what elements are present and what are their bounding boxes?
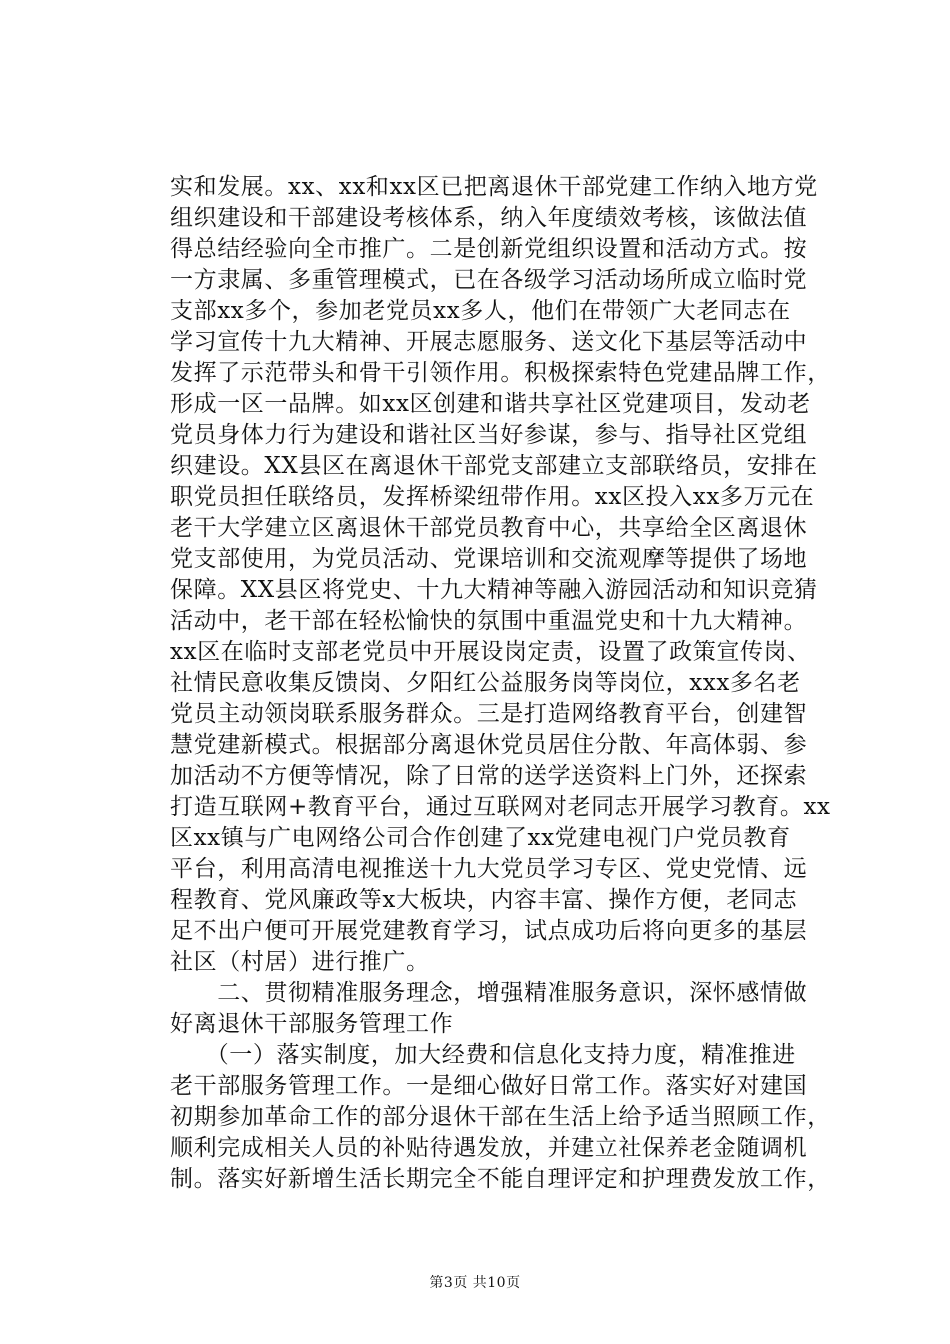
text-line: 制。落实好新增生活长期完全不能自理评定和护理费发放工作， [170,1166,831,1192]
text-line: 初期参加革命工作的部分退休干部在生活上给予适当照顾工作， [170,1104,831,1130]
text-line: 活动中，老干部在轻松愉快的氛围中重温党史和十九大精神。 [170,608,808,634]
page-number-footer: 第3页 共10页 [429,1275,521,1291]
text-line: 党员身体力行为建设和谐社区当好参谋，参与、指导社区党组 [170,422,808,448]
text-line: 慧党建新模式。根据部分离退休党员居住分散、年高体弱、参 [170,732,808,758]
text-line: 组织建设和干部建设考核体系，纳入年度绩效考核，该做法值 [170,205,808,231]
text-line: 程教育、党风廉政等x大板块，内容丰富、操作方便，老同志 [170,887,798,913]
text-line: 一方隶属、多重管理模式，已在各级学习活动场所成立临时党 [170,267,808,293]
body-text [170,172,830,1195]
text-line: 社情民意收集反馈岗、夕阳红公益服务岗等岗位，xxx多名老 [170,670,801,696]
text-line: 保障。XX县区将党史、十九大精神等融入游园活动和知识竞猜 [170,577,818,603]
text-line: 实和发展。xx、xx和xx区已把离退休干部党建工作纳入地方党 [170,174,818,200]
text-line: （一）落实制度，加大经费和信息化支持力度，精准推进 [170,1042,796,1068]
text-line: 平台，利用高清电视推送十九大党员学习专区、党史党情、远 [170,856,808,882]
text-line: 顺利完成相关人员的补贴待遇发放，并建立社保养老金随调机 [170,1135,808,1161]
text-line: 老干部服务管理工作。一是细心做好日常工作。落实好对建国 [170,1073,808,1099]
text-line: 足不出户便可开展党建教育学习，试点成功后将向更多的基层 [170,918,808,944]
text-line: 加活动不方便等情况，除了日常的送学送资料上门外，还探索 [170,763,808,789]
text-line: 社区（村居）进行推广。 [170,949,430,975]
text-line: 得总结经验向全市推广。二是创新党组织设置和活动方式。按 [170,236,808,262]
text-line: 打造互联网+教育平台，通过互联网对老同志开展学习教育。xx [170,794,831,820]
text-line: 形成一区一品牌。如xx区创建和谐共享社区党建项目，发动老 [170,391,811,417]
text-line: 支部xx多个，参加老党员xx多人，他们在带领广大老同志在 [170,298,791,324]
text-line: 发挥了示范带头和骨干引领作用。积极探索特色党建品牌工作， [170,360,831,386]
text-line: 织建设。XX县区在离退休干部党支部建立支部联络员，安排在 [170,453,818,479]
text-line: xx区在临时支部老党员中开展设岗定责，设置了政策宣传岗、 [170,639,811,665]
section-heading-line: 好离退休干部服务管理工作 [170,1011,454,1037]
text-line: 职党员担任联络员，发挥桥梁纽带作用。xx区投入xx多万元在 [170,484,815,510]
text-line: 学习宣传十九大精神、开展志愿服务、送文化下基层等活动中 [170,329,808,355]
text-line: 老干大学建立区离退休干部党员教育中心，共享给全区离退休 [170,515,808,541]
text-line: 党支部使用，为党员活动、党课培训和交流观摩等提供了场地 [170,546,808,572]
section-heading-line: 二、贯彻精准服务理念，增强精准服务意识，深怀感情做 [170,980,808,1006]
text-line: 党员主动领岗联系服务群众。三是打造网络教育平台，创建智 [170,701,808,727]
text-line: 区xx镇与广电网络公司合作创建了xx党建电视门户党员教育 [170,825,791,851]
